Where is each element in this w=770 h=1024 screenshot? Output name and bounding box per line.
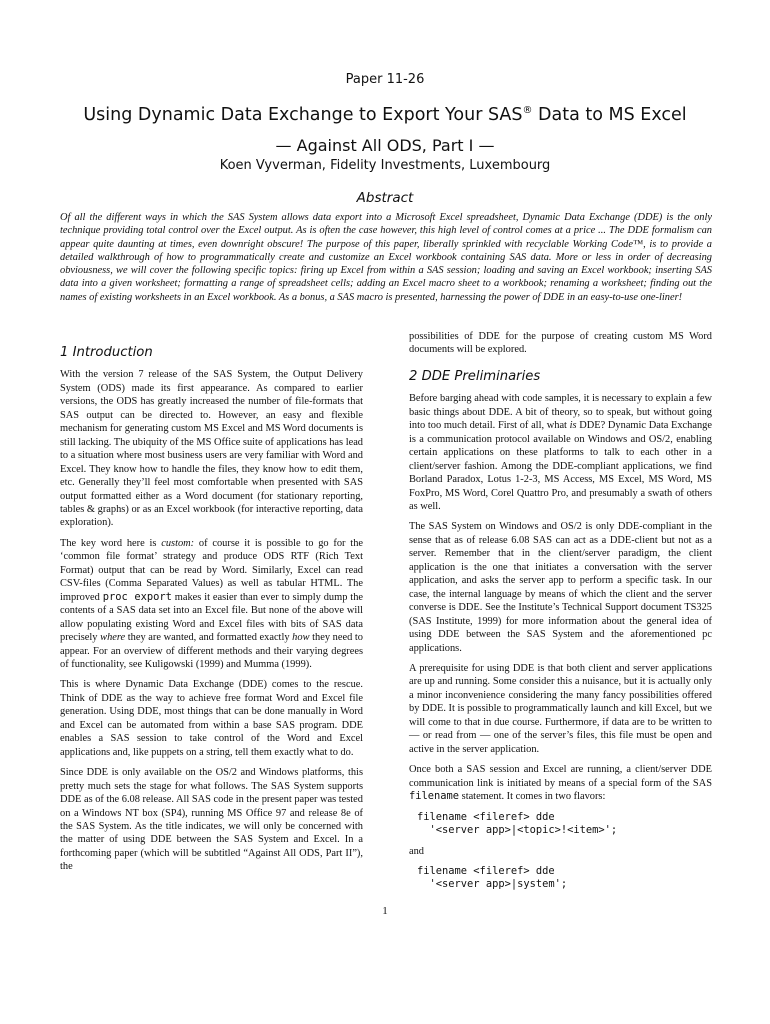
intro-paragraph-3: This is where Dynamic Data Exchange (DDE) comes to the rescue. Think of DDE as the way to achieve free format Word and Excel file generation. Using DDE, most things that can be done manually in Word and Excel can be automated from within a base SAS program. DDE enables a SAS session to take control of the Word and Excel applications and, like puppets on a string, tell them exactly what to do. (60, 679, 363, 758)
section-2-heading: 2 DDE Preliminaries (409, 368, 541, 384)
code-block-2: filename <fileref> dde '<server app>|system'; (417, 864, 568, 890)
dde-paragraph-3: A prerequisite for using DDE is that both client and server applications are up and running. Some consider this a nuisance, but it is actually only a minor inconvenience considering the many fancy possibilities offered by DDE. It is possible to programmatically launch and kill Excel, but we will come to that in due course. Furthermore, if data are to be written to — or read from — one of the server’s files, this file must be open and active in the server application. (409, 662, 712, 755)
intro-paragraph-4: Since DDE is only available on the OS/2 and Windows platforms, this pretty much sets the stage for what follows. The SAS System supports DDE as of the 6.08 release. All SAS code in the present paper was tested on a Windows NT box (SP4), running MS Office 97 and release 8e of the SAS System. As the title indicates, we will only be concerned with the matter of using DDE between the SAS System and Excel. In a forthcoming paper (which will be subtitled “Against All ODS, Part II”), the (60, 767, 363, 873)
and-text: and (409, 845, 425, 857)
paper-number: Paper 11-26 (345, 72, 425, 87)
emph-how: how (292, 632, 310, 644)
intro-paragraph-2: The key word here is custom: of course it is possible to go for the ‘common file format’ strategy and produce ODS RTF (Rich Text Format) output that can be read by Word. Similarly, Excel can read CSV-files (Comma Separated Values) as well as tabular HTML. The improved proc export makes it easier than ever to simply dump the contents of a SAS data set into an Excel file. But none of the above will allow populating existing Word and Excel files with bits of SAS data precisely where they are wanted, and formatted exactly how they need to appear. For an overview of different methods and their varying degrees of functionality, see Kuligowski (1999) and Mumma (1999). (60, 537, 363, 670)
intro-paragraph-5: possibilities of DDE for the purpose of creating custom MS Word documents will be explored. (409, 331, 712, 356)
left-column (60, 330, 363, 881)
paper-title (0, 98, 770, 128)
intro-paragraph-1: With the version 7 release of the SAS System, the Output Delivery System (ODS) made its first appearance. As compared to earlier versions, the ODS has greatly increased the number of file-formats that SAS output can be directed to. However, an easy and flexible mechanism for generating custom MS Excel and MS Word documents is still lacking. The ubiquity of the MS Office suite of applications has lead to a situation where most business users are very familiar with Word and Excel. They know how to handle the files, they know how to edit them, etc. Generally they’ll feel most comfortable when presented with SAS output formatted either as a Word document (for stationary reporting, tables & graphs) or as an Excel workbook (for interactive reporting, data exploration). (60, 369, 363, 529)
code-block-1: filename <fileref> dde '<server app>|<topic>!<item>'; (417, 810, 618, 836)
emph-where: where (100, 632, 126, 644)
title-main: Using Dynamic Data Exchange to Export Your SAS (83, 104, 523, 125)
right-column (409, 330, 712, 899)
page-number: 1 (382, 905, 388, 917)
abstract-heading: Abstract (356, 190, 414, 206)
registered-mark: ® (522, 105, 533, 116)
code-filename: filename (409, 790, 460, 803)
code-proc-export: proc export (102, 590, 172, 603)
section-1-heading: 1 Introduction (60, 345, 153, 360)
emph-custom: custom: (161, 537, 195, 549)
paper-subtitle: — Against All ODS, Part I — (275, 136, 495, 155)
dde-paragraph-2: The SAS System on Windows and OS/2 is only DDE-compliant in the sense that as of release 6.08 SAS can act as a DDE-client but not as a server. Remember that in the client/server paradigm, the client application is the one that initiates a conversation with the server application, and asks the server app to perform a specific task. In our case, the internal language by means of which the client and the server converse is DDE. See the Institute’s Technical Support document TS325 (SAS Institute, 1999) for more information about the general idea of using DDE between the SAS System and the aforementioned pc applications. (409, 521, 712, 654)
dde-paragraph-4: Once both a SAS session and Excel are running, a client/server DDE communication link is initiated by means of a special form of the SAS filename statement. It comes in two flavors: (409, 764, 712, 803)
dde-paragraph-1: Before barging ahead with code samples, it is necessary to explain a few basic things about DDE. A bit of theory, so to speak, but without going into too much detail. First of all, what is DDE? Dynamic Data Exchange is a communication protocol available on Windows and OS/2, enabling certain applications on these platforms to talk to each other in a client/server fashion. Among the DDE-compliant applications, we find Borland Paradox, Lotus 1-2-3, MS Access, MS Excel, MS Word, MS FoxPro, MS Word, Corel Quattro Pro, and presumably a swath of others as well. (409, 393, 712, 512)
emph-is: is (569, 420, 577, 432)
abstract-text: Of all the different ways in which the SAS System allows data export into a Microsoft Excel spreadsheet, Dynamic Data Exchange (DDE) is the only technique providing total control over the Excel output. As is often the case however, this high level of control comes at a price ... The DDE formalism can appear quite daunting at times, even downright obscure! The purpose of this paper, liberally sprinkled with recyclable Working Code™, is to provide a detailed walkthrough of how to programmatically create and customize an Excel workbook containing SAS data. More or less in order of decreasing obviousness, we will cover the following specific topics: firing up Excel from within a SAS session; loading and saving an Excel workbook; inserting SAS data into a given worksheet; formatting a range of spreadsheet cells; adding an Excel macro sheet to a workbook; renaming a worksheet; finding out the names of existing worksheets in an Excel workbook. As a bonus, a SAS macro is presented, harnessing the power of DDE in an easy-to-use one-liner! (60, 212, 712, 303)
title-end: Data to MS Excel (532, 104, 687, 125)
author-line: Koen Vyverman, Fidelity Investments, Luxembourg (219, 158, 551, 173)
column-spacer (60, 330, 363, 346)
